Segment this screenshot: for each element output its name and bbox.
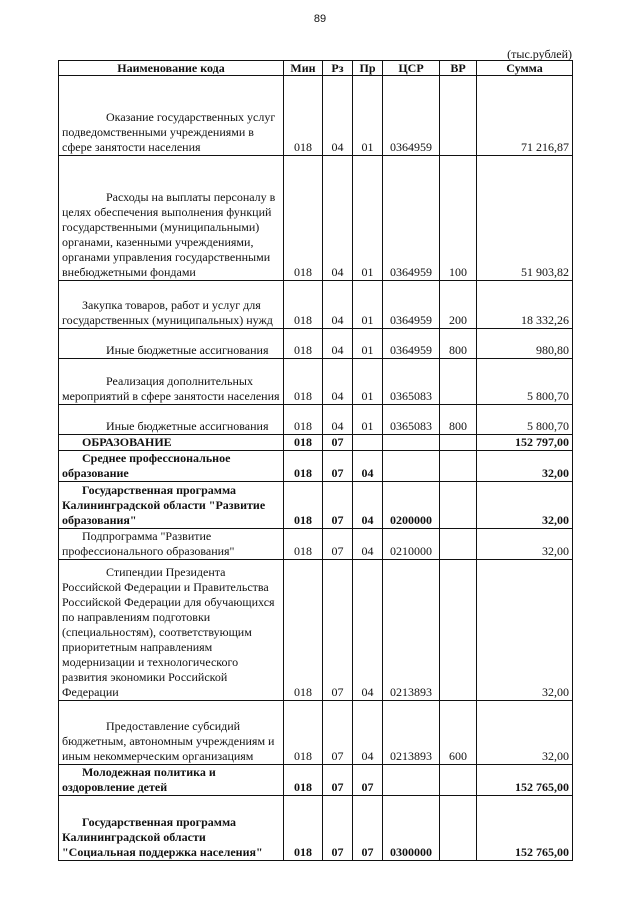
row-sum: 32,00	[477, 482, 573, 529]
col-header-name: Наименование кода	[59, 61, 284, 76]
row-min: 018	[284, 765, 323, 796]
row-csr: 0364959	[383, 76, 440, 156]
row-vr	[440, 482, 477, 529]
table-row	[59, 765, 573, 796]
table-row	[59, 560, 573, 701]
row-sum: 152 765,00	[477, 796, 573, 861]
col-header-vr: ВР	[440, 61, 477, 76]
row-name: Иные бюджетные ассигнования	[106, 343, 269, 357]
row-min: 018	[284, 76, 323, 156]
row-pr: 01	[353, 329, 383, 359]
row-csr	[383, 451, 440, 482]
row-vr	[440, 359, 477, 405]
table-row	[59, 76, 573, 156]
row-rz: 04	[323, 405, 353, 435]
table-row	[59, 796, 573, 861]
row-csr: 0213893	[383, 701, 440, 765]
row-rz: 04	[323, 329, 353, 359]
table-row	[59, 359, 573, 405]
row-rz: 04	[323, 156, 353, 281]
row-pr: 01	[353, 281, 383, 329]
row-pr	[353, 435, 383, 451]
row-name: Оказание государственных услуг подведомственными учреждениями в сфере занятости населения	[62, 110, 276, 154]
row-pr: 07	[353, 796, 383, 861]
row-sum: 32,00	[477, 451, 573, 482]
row-csr: 0213893	[383, 560, 440, 701]
row-name: ОБРАЗОВАНИЕ	[82, 435, 172, 449]
row-pr: 01	[353, 76, 383, 156]
col-header-sum: Сумма	[477, 61, 573, 76]
row-min: 018	[284, 701, 323, 765]
row-name: Подпрограмма "Развитие профессионального образования"	[62, 529, 235, 558]
row-vr	[440, 529, 477, 560]
row-vr: 800	[440, 405, 477, 435]
table-header-row	[59, 61, 573, 76]
table-row	[59, 329, 573, 359]
col-header-pr: Пр	[353, 61, 383, 76]
col-header-csr: ЦСР	[383, 61, 440, 76]
row-min: 018	[284, 359, 323, 405]
row-min: 018	[284, 435, 323, 451]
row-csr: 0300000	[383, 796, 440, 861]
table-row	[59, 281, 573, 329]
row-min: 018	[284, 451, 323, 482]
row-pr: 04	[353, 701, 383, 765]
row-vr	[440, 76, 477, 156]
row-pr: 07	[353, 765, 383, 796]
row-sum: 5 800,70	[477, 359, 573, 405]
row-pr: 01	[353, 359, 383, 405]
row-sum: 152 765,00	[477, 765, 573, 796]
table-row	[59, 529, 573, 560]
row-sum: 32,00	[477, 529, 573, 560]
row-name: Иные бюджетные ассигнования	[106, 419, 269, 433]
row-rz: 07	[323, 435, 353, 451]
row-sum: 32,00	[477, 701, 573, 765]
row-name: Среднее профессиональное образование	[62, 451, 231, 480]
row-csr: 0210000	[383, 529, 440, 560]
row-vr: 800	[440, 329, 477, 359]
table-row	[59, 405, 573, 435]
row-name: Молодежная политика и оздоровление детей	[62, 765, 216, 794]
row-name: Предоставление субсидий бюджетным, автономным учреждениям и иным некоммерческим организациям	[62, 719, 275, 763]
row-rz: 07	[323, 796, 353, 861]
row-sum: 152 797,00	[477, 435, 573, 451]
row-csr	[383, 435, 440, 451]
row-sum: 32,00	[477, 560, 573, 701]
row-pr: 04	[353, 529, 383, 560]
row-rz: 04	[323, 281, 353, 329]
row-min: 018	[284, 529, 323, 560]
row-pr: 04	[353, 451, 383, 482]
row-rz: 07	[323, 529, 353, 560]
row-vr: 600	[440, 701, 477, 765]
row-sum: 5 800,70	[477, 405, 573, 435]
row-csr: 0364959	[383, 329, 440, 359]
row-name: Закупка товаров, работ и услуг для государственных (муниципальных) нужд	[62, 298, 273, 327]
row-name: Реализация дополнительных мероприятий в сфере занятости населения	[62, 374, 280, 403]
page-number: 89	[313, 13, 327, 25]
row-rz: 07	[323, 451, 353, 482]
row-rz: 07	[323, 560, 353, 701]
row-rz: 07	[323, 765, 353, 796]
row-min: 018	[284, 281, 323, 329]
row-sum: 18 332,26	[477, 281, 573, 329]
table-row	[59, 451, 573, 482]
row-csr: 0365083	[383, 405, 440, 435]
col-header-min: Мин	[284, 61, 323, 76]
row-min: 018	[284, 156, 323, 281]
table-row	[59, 156, 573, 281]
row-pr: 01	[353, 405, 383, 435]
row-vr	[440, 560, 477, 701]
budget-table	[58, 60, 573, 861]
table-row	[59, 435, 573, 451]
table-row	[59, 482, 573, 529]
row-name: Стипендии Президента Российской Федерации и Правительства Российской Федерации для обучающихся по направлениям подготовки (специальностям), соответствующим приоритетным направлениям модернизации и технологического развития экономики Российской Федерации	[62, 565, 275, 699]
row-vr	[440, 435, 477, 451]
row-name: Государственная программа Калининградской области "Социальная поддержка населения"	[62, 815, 263, 859]
row-pr: 04	[353, 560, 383, 701]
row-rz: 04	[323, 359, 353, 405]
row-vr	[440, 796, 477, 861]
row-min: 018	[284, 560, 323, 701]
row-rz: 07	[323, 701, 353, 765]
row-vr	[440, 765, 477, 796]
row-csr: 0364959	[383, 281, 440, 329]
row-csr	[383, 765, 440, 796]
row-pr: 01	[353, 156, 383, 281]
row-sum: 51 903,82	[477, 156, 573, 281]
row-vr: 100	[440, 156, 477, 281]
row-min: 018	[284, 482, 323, 529]
row-vr: 200	[440, 281, 477, 329]
row-min: 018	[284, 405, 323, 435]
table-row	[59, 701, 573, 765]
row-csr: 0200000	[383, 482, 440, 529]
row-name: Расходы на выплаты персоналу в целях обеспечения выполнения функций государственными (муниципальными) органами, казенными учреждениями, органами управления государственными внебюджетными фондами	[62, 190, 276, 279]
col-header-rz: Рз	[323, 61, 353, 76]
row-rz: 07	[323, 482, 353, 529]
row-sum: 980,80	[477, 329, 573, 359]
row-vr	[440, 451, 477, 482]
row-csr: 0365083	[383, 359, 440, 405]
row-sum: 71 216,87	[477, 76, 573, 156]
row-csr: 0364959	[383, 156, 440, 281]
row-min: 018	[284, 796, 323, 861]
row-name: Государственная программа Калининградской области "Развитие образования"	[62, 483, 266, 527]
row-pr: 04	[353, 482, 383, 529]
row-rz: 04	[323, 76, 353, 156]
units-label: (тыс.рублей)	[507, 47, 572, 61]
row-min: 018	[284, 329, 323, 359]
